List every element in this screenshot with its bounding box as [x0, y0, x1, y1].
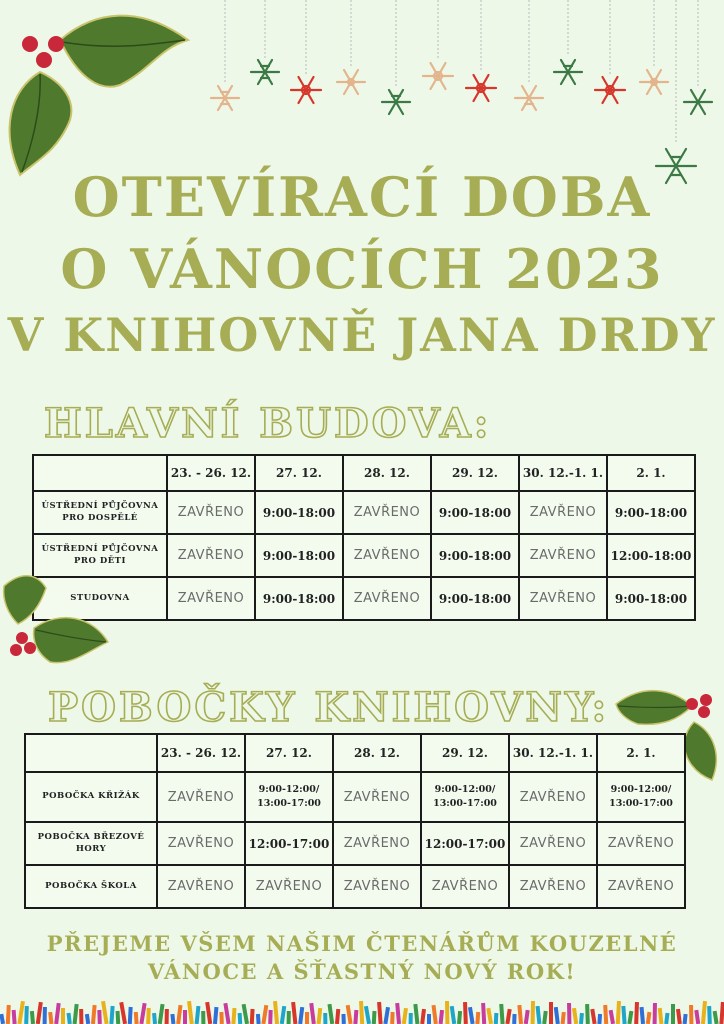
column-header: 23. - 26. 12.	[157, 734, 245, 772]
holly-top-left-icon	[0, 0, 200, 185]
table-cell: 12:00-17:00	[421, 822, 509, 865]
table-cell: ZAVŘENO	[509, 822, 597, 865]
table-cell: ZAVŘENO	[519, 491, 607, 534]
table-cell: ZAVŘENO	[343, 534, 431, 577]
table-cell: ZAVŘENO	[157, 865, 245, 908]
table-cell: ZAVŘENO	[597, 822, 685, 865]
column-header: 27. 12.	[245, 734, 333, 772]
column-header: 2. 1.	[597, 734, 685, 772]
table-header-row	[25, 734, 685, 772]
row-label: STUDOVNA	[33, 577, 167, 620]
table-cell: 9:00-18:00	[255, 491, 343, 534]
table-cell: 9:00-18:00	[607, 491, 695, 534]
table-cell: 12:00-18:00	[607, 534, 695, 577]
table-cell: 12:00-17:00	[245, 822, 333, 865]
table-cell: ZAVŘENO	[245, 865, 333, 908]
table-cell: 9:00-18:00	[431, 491, 519, 534]
section-heading-main-building: HLAVNÍ BUDOVA:	[44, 400, 492, 447]
closing-message-line-1: PŘEJEME VŠEM NAŠIM ČTENÁŘŮM KOUZELNÉ	[46, 931, 678, 956]
table-cell: ZAVŘENO	[333, 772, 421, 822]
table-cell: ZAVŘENO	[333, 822, 421, 865]
page-title-line-2: O VÁNOCÍCH 2023	[60, 237, 664, 301]
table-cell: 9:00-18:00	[607, 577, 695, 620]
table-row	[33, 491, 695, 534]
row-label: POBOČKA ŠKOLA	[25, 865, 157, 908]
table-row	[25, 772, 685, 822]
column-header: 28. 12.	[343, 455, 431, 491]
main-building-schedule-table	[32, 454, 696, 621]
row-label: POBOČKA KŘIŽÁK	[25, 772, 157, 822]
table-row	[25, 865, 685, 908]
column-header: 28. 12.	[333, 734, 421, 772]
column-header: 2. 1.	[607, 455, 695, 491]
table-cell: ZAVŘENO	[343, 577, 431, 620]
holly-left-icon	[0, 566, 115, 676]
column-header: 23. - 26. 12.	[167, 455, 255, 491]
table-cell: 9:00-12:00/ 13:00-17:00	[597, 772, 685, 822]
table-cell: 9:00-18:00	[255, 534, 343, 577]
table-header-row	[33, 455, 695, 491]
confetti-border-icon	[0, 998, 724, 1024]
table-cell: ZAVŘENO	[167, 577, 255, 620]
column-header: 30. 12.-1. 1.	[519, 455, 607, 491]
table-cell: ZAVŘENO	[519, 534, 607, 577]
table-cell: ZAVŘENO	[157, 772, 245, 822]
table-cell: 9:00-12:00/ 13:00-17:00	[421, 772, 509, 822]
table-cell: ZAVŘENO	[509, 772, 597, 822]
row-label: ÚSTŘEDNÍ PŮJČOVNA PRO DOSPĚLÉ	[33, 491, 167, 534]
table-cell: ZAVŘENO	[167, 491, 255, 534]
table-row	[33, 577, 695, 620]
column-header: 27. 12.	[255, 455, 343, 491]
closing-message-line-2: VÁNOCE A ŠŤASTNÝ NOVÝ ROK!	[147, 959, 577, 984]
table-cell: ZAVŘENO	[519, 577, 607, 620]
table-cell: ZAVŘENO	[509, 865, 597, 908]
table-cell: ZAVŘENO	[157, 822, 245, 865]
branches-schedule-table	[24, 733, 686, 909]
row-label: POBOČKA BŘEZOVÉ HORY	[25, 822, 157, 865]
table-cell: ZAVŘENO	[343, 491, 431, 534]
column-header	[25, 734, 157, 772]
column-header: 29. 12.	[421, 734, 509, 772]
table-cell: ZAVŘENO	[333, 865, 421, 908]
page-title-line-1: OTEVÍRACÍ DOBA	[72, 165, 652, 229]
table-cell: 9:00-18:00	[255, 577, 343, 620]
table-cell: 9:00-18:00	[431, 534, 519, 577]
table-cell: ZAVŘENO	[421, 865, 509, 908]
section-heading-branches: POBOČKY KNIHOVNY:	[48, 684, 610, 731]
page-title-line-3: V KNIHOVNĚ JANA DRDY	[7, 308, 717, 362]
table-cell: ZAVŘENO	[167, 534, 255, 577]
table-row	[33, 534, 695, 577]
column-header: 29. 12.	[431, 455, 519, 491]
table-cell: 9:00-12:00/ 13:00-17:00	[245, 772, 333, 822]
table-cell: ZAVŘENO	[597, 865, 685, 908]
table-cell: 9:00-18:00	[431, 577, 519, 620]
column-header	[33, 455, 167, 491]
column-header: 30. 12.-1. 1.	[509, 734, 597, 772]
table-row	[25, 822, 685, 865]
row-label: ÚSTŘEDNÍ PŮJČOVNA PRO DĚTI	[33, 534, 167, 577]
